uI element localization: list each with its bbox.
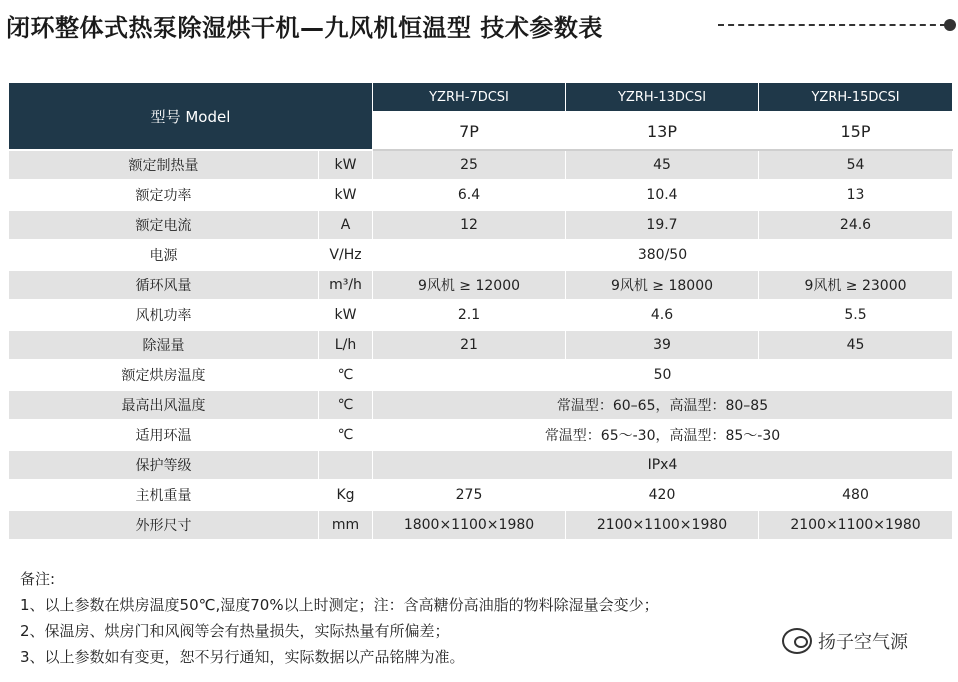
table-row bbox=[9, 420, 953, 450]
row-value: 480 bbox=[759, 480, 953, 510]
row-value: 39 bbox=[566, 330, 759, 360]
watermark-text: 扬子空气源 bbox=[818, 632, 908, 653]
row-value: 45 bbox=[566, 150, 759, 180]
table-row bbox=[9, 270, 953, 300]
row-value-merged: 常温型：60–65，高温型：80–85 bbox=[373, 390, 953, 420]
table-row bbox=[9, 180, 953, 210]
row-label: 外形尺寸 bbox=[9, 510, 319, 540]
table-row bbox=[9, 300, 953, 330]
row-label: 主机重量 bbox=[9, 480, 319, 510]
model-power-1: 7P bbox=[373, 112, 566, 150]
row-value-merged: IPx4 bbox=[373, 450, 953, 480]
watermark bbox=[782, 626, 932, 656]
row-value: 45 bbox=[759, 330, 953, 360]
row-value: 24.6 bbox=[759, 210, 953, 240]
row-value: 13 bbox=[759, 180, 953, 210]
row-label: 额定功率 bbox=[9, 180, 319, 210]
row-value-merged: 常温型：65～-30，高温型：85～-30 bbox=[373, 420, 953, 450]
row-unit: kW bbox=[319, 150, 373, 180]
row-value: 9风机 ≥ 18000 bbox=[566, 270, 759, 300]
notes-section bbox=[20, 566, 659, 670]
note-item: 1、以上参数在烘房温度50℃,湿度70%以上时测定；注：含高糖份高油脂的物料除湿量会变少； bbox=[20, 596, 659, 614]
row-unit: ℃ bbox=[319, 390, 373, 420]
row-value-merged: 50 bbox=[373, 360, 953, 390]
page-title: 闭环整体式热泵除湿烘干机—九风机恒温型 技术参数表 bbox=[6, 14, 603, 42]
note-item: 2、保温房、烘房门和风阀等会有热量损失，实际热量有所偏差； bbox=[20, 622, 450, 640]
title-dash-divider bbox=[718, 24, 946, 26]
row-value: 2100×1100×1980 bbox=[759, 510, 953, 540]
table-row bbox=[9, 450, 953, 480]
row-value: 12 bbox=[373, 210, 566, 240]
row-unit: Kg bbox=[319, 480, 373, 510]
row-value: 4.6 bbox=[566, 300, 759, 330]
table-row bbox=[9, 510, 953, 540]
row-unit: ℃ bbox=[319, 420, 373, 450]
row-unit: V/Hz bbox=[319, 240, 373, 270]
row-value: 9风机 ≥ 23000 bbox=[759, 270, 953, 300]
model-name-2: YZRH-13DCSI bbox=[566, 83, 759, 113]
row-unit: kW bbox=[319, 300, 373, 330]
row-value: 275 bbox=[373, 480, 566, 510]
table-row bbox=[9, 390, 953, 420]
row-value: 5.5 bbox=[759, 300, 953, 330]
model-header: 型号 Model bbox=[9, 83, 373, 151]
row-label: 额定制热量 bbox=[9, 150, 319, 180]
row-value: 21 bbox=[373, 330, 566, 360]
table-row bbox=[9, 480, 953, 510]
table-row bbox=[9, 150, 953, 180]
row-unit: mm bbox=[319, 510, 373, 540]
row-label: 额定烘房温度 bbox=[9, 360, 319, 390]
row-value: 2100×1100×1980 bbox=[566, 510, 759, 540]
row-value: 54 bbox=[759, 150, 953, 180]
table-row bbox=[9, 360, 953, 390]
note-item: 3、以上参数如有变更，恕不另行通知，实际数据以产品铭牌为准。 bbox=[20, 648, 465, 666]
row-unit: m³/h bbox=[319, 270, 373, 300]
row-value: 9风机 ≥ 12000 bbox=[373, 270, 566, 300]
row-unit: ℃ bbox=[319, 360, 373, 390]
notes-heading: 备注: bbox=[20, 570, 56, 588]
model-name-1: YZRH-7DCSI bbox=[373, 83, 566, 113]
row-value: 10.4 bbox=[566, 180, 759, 210]
row-label: 除湿量 bbox=[9, 330, 319, 360]
row-label: 循环风量 bbox=[9, 270, 319, 300]
row-label: 保护等级 bbox=[9, 450, 319, 480]
model-power-3: 15P bbox=[759, 112, 953, 150]
row-value: 25 bbox=[373, 150, 566, 180]
row-label: 最高出风温度 bbox=[9, 390, 319, 420]
model-name-3: YZRH-15DCSI bbox=[759, 83, 953, 113]
row-value: 2.1 bbox=[373, 300, 566, 330]
row-value: 1800×1100×1980 bbox=[373, 510, 566, 540]
row-label: 适用环温 bbox=[9, 420, 319, 450]
row-unit: A bbox=[319, 210, 373, 240]
row-value-merged: 380/50 bbox=[373, 240, 953, 270]
row-unit: kW bbox=[319, 180, 373, 210]
row-value: 19.7 bbox=[566, 210, 759, 240]
row-label: 电源 bbox=[9, 240, 319, 270]
row-value: 420 bbox=[566, 480, 759, 510]
table-row bbox=[9, 210, 953, 240]
row-unit bbox=[319, 450, 373, 480]
title-dot bbox=[944, 19, 956, 31]
spec-table bbox=[8, 82, 953, 541]
chat-bubble-icon bbox=[782, 628, 812, 654]
row-label: 风机功率 bbox=[9, 300, 319, 330]
row-label: 额定电流 bbox=[9, 210, 319, 240]
row-unit: L/h bbox=[319, 330, 373, 360]
model-power-2: 13P bbox=[566, 112, 759, 150]
table-row bbox=[9, 240, 953, 270]
title-bar bbox=[6, 8, 954, 42]
row-value: 6.4 bbox=[373, 180, 566, 210]
table-row bbox=[9, 330, 953, 360]
